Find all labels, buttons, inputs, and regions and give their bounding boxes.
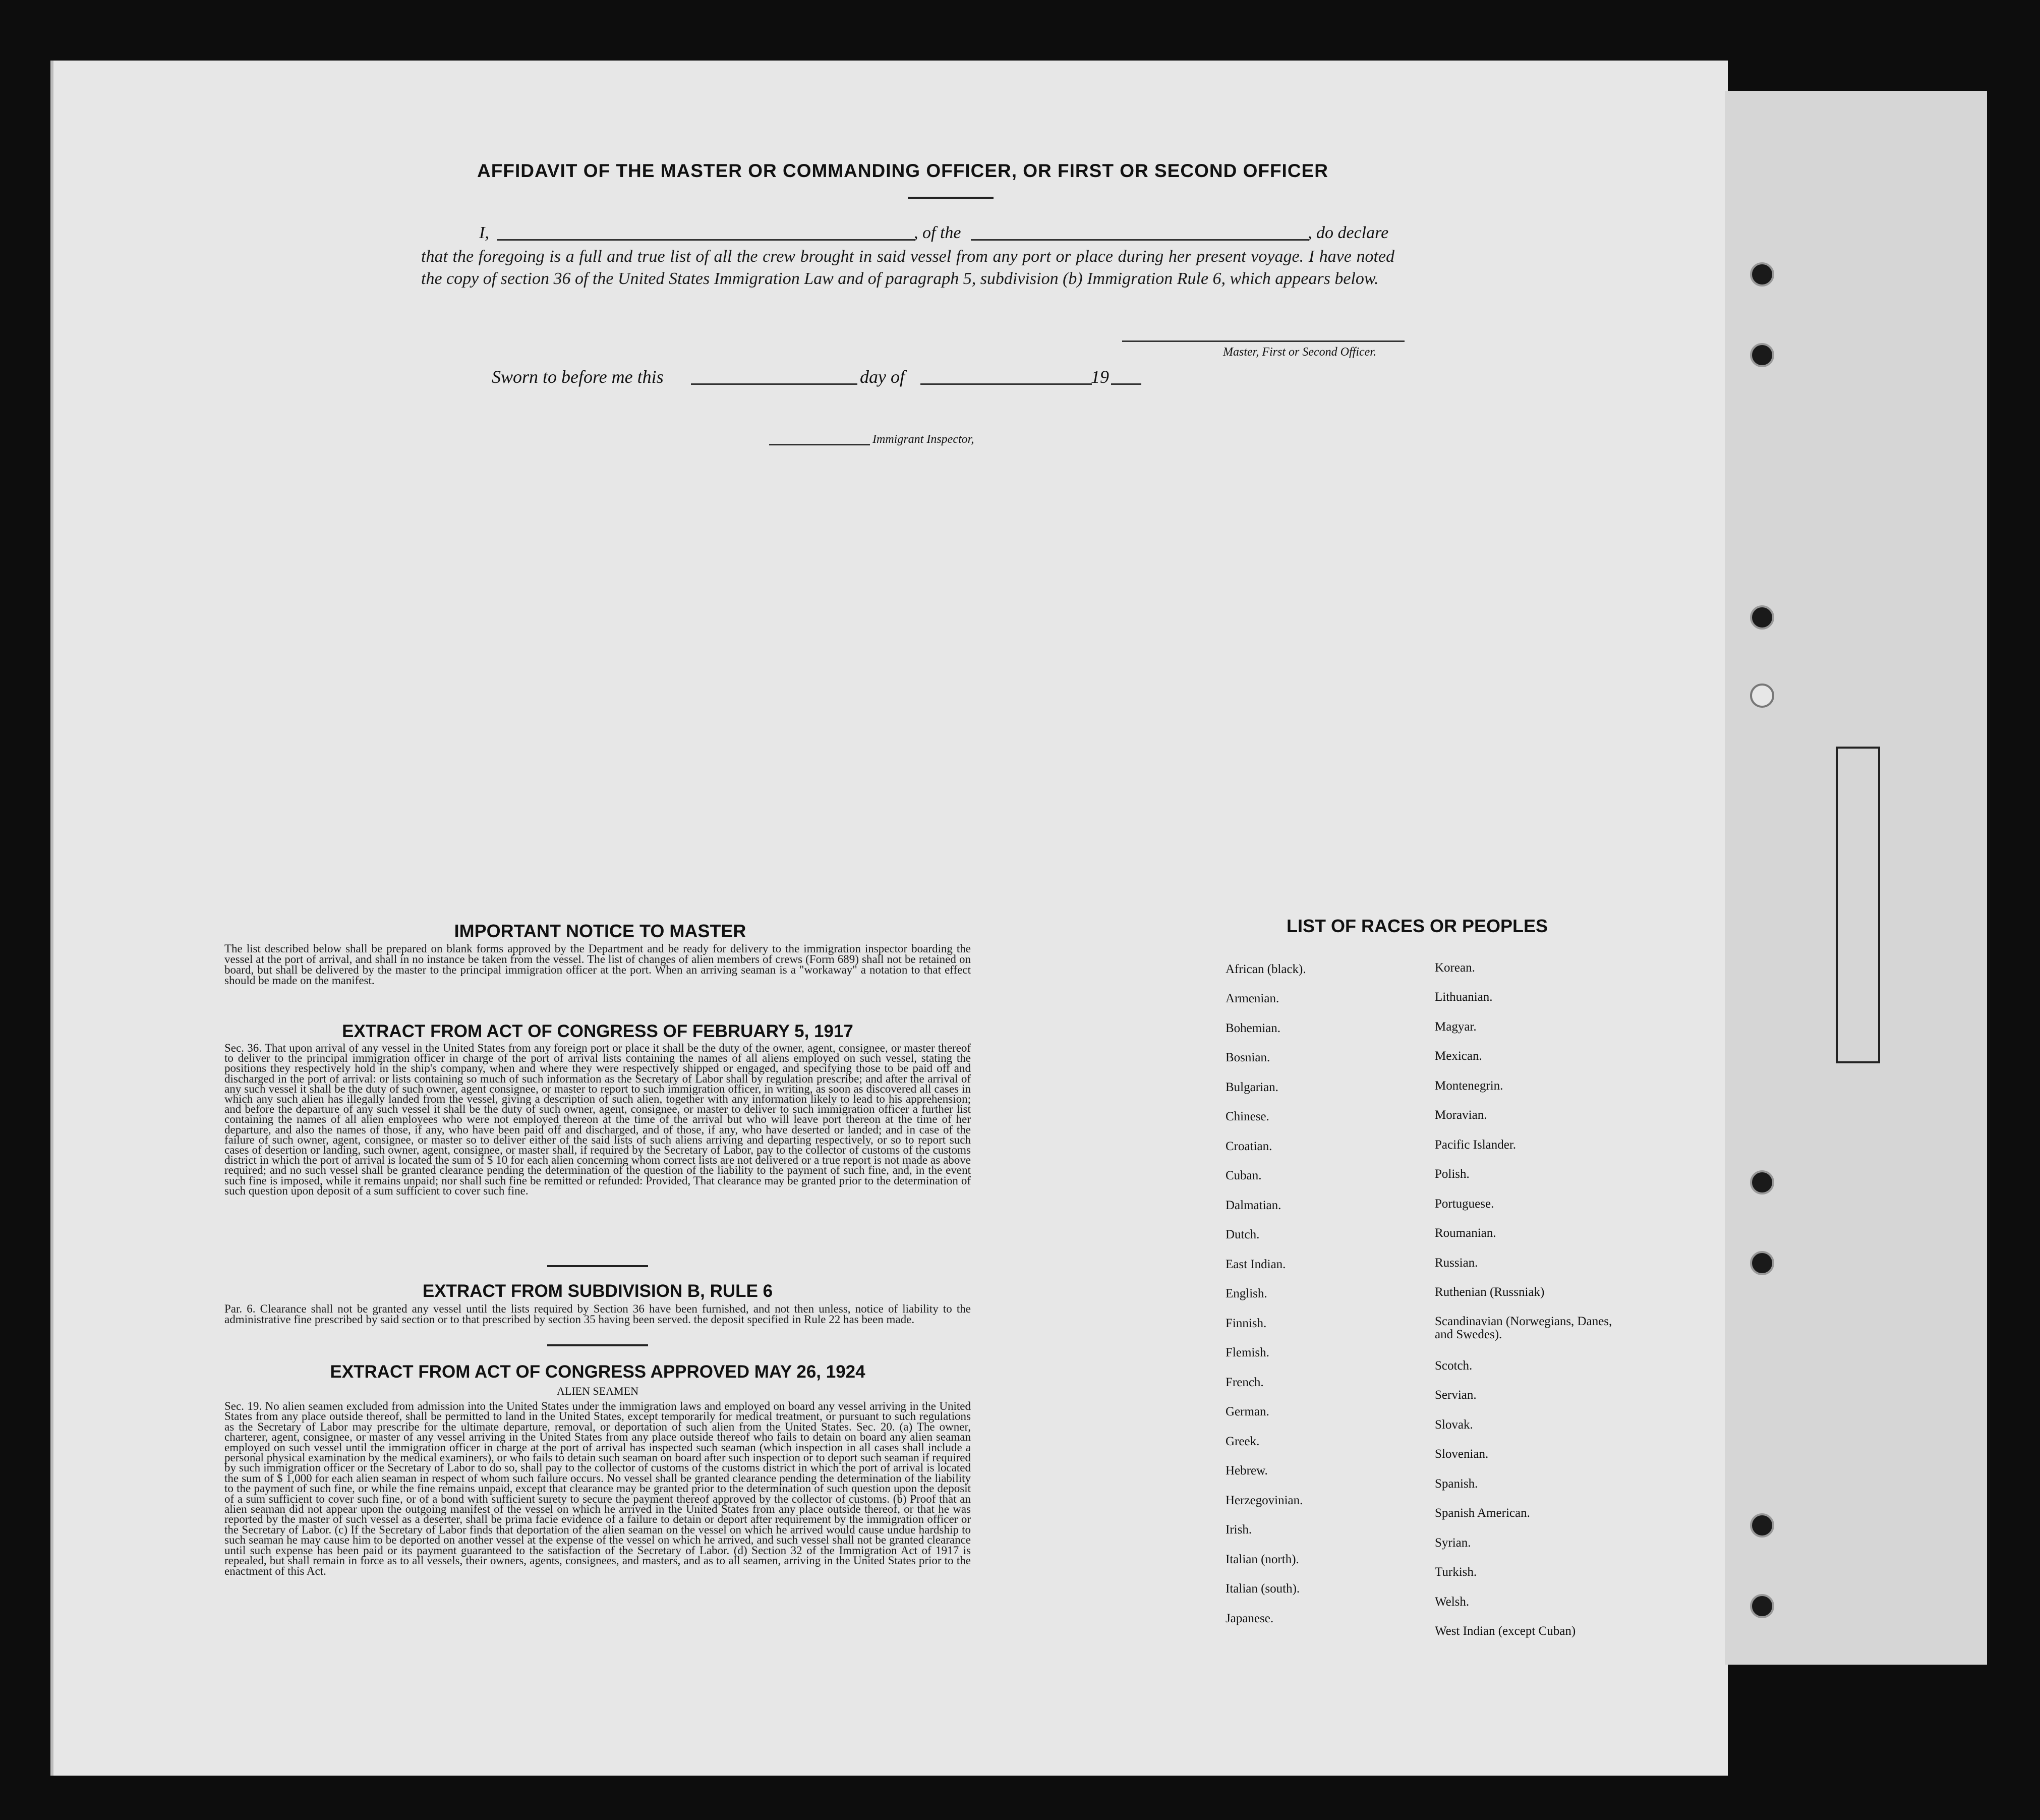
race-item: Magyar. — [1435, 1020, 1477, 1034]
race-item: Lithuanian. — [1435, 990, 1493, 1004]
race-item: Croatian. — [1226, 1140, 1272, 1153]
affidavit-declaration: that the foregoing is a full and true list of all the crew brought in said vessel from any port or place during her present voyage. I have noted the copy of section 36 of the United States Immigration Law and of paragraph 5, subdivision (b) Immigration Rule 6, which appears below. — [421, 247, 1394, 288]
sworn-day-line[interactable] — [691, 383, 857, 385]
extract-1924-title: EXTRACT FROM ACT OF CONGRESS APPROVED MAY 26, 1924 — [330, 1362, 865, 1382]
ring-binder-hole — [1750, 1251, 1774, 1275]
race-item: Syrian. — [1435, 1536, 1471, 1550]
race-item: Slovak. — [1435, 1418, 1473, 1432]
sworn-year-line[interactable] — [1111, 383, 1141, 385]
race-item: West Indian (except Cuban) — [1435, 1624, 1576, 1638]
race-item: Italian (north). — [1226, 1553, 1299, 1566]
race-item: East Indian. — [1226, 1258, 1286, 1271]
race-item: Russian. — [1435, 1256, 1478, 1270]
races-title: LIST OF RACES OR PEOPLES — [1286, 916, 1548, 936]
extract-1924-subtitle: ALIEN SEAMEN — [557, 1385, 638, 1397]
race-item: Turkish. — [1435, 1565, 1477, 1579]
race-item: Korean. — [1435, 961, 1475, 975]
race-item: Slovenian. — [1435, 1447, 1489, 1461]
do-declare-label: , do declare — [1308, 223, 1389, 242]
race-item: Chinese. — [1226, 1110, 1269, 1123]
race-item: Flemish. — [1226, 1346, 1269, 1359]
race-item: Greek. — [1226, 1435, 1260, 1448]
extract-1924-text: Sec. 19. No alien seamen excluded from admission into the United States under the immigration laws and employed on board any vessel arriving in the United States from any place outside thereof, shall be permitted to land in the United States, except temporarily for medical treatment, or pursuant to such regulations as the Secretary of Labor may prescribe for the ultimate departure, removal, or deportation of such alien from the United States. Sec. 20. (a) The owner, charterer, agent, consignee, or master of any vessel arriving in the United States from any place outside thereof who fails to detain on board any alien seaman employed on such vessel until the immigration officer in charge at the port of arrival has inspected such seaman (which inspection in all cases shall include a personal physical examination by the medical examiners), or who fails to detain such seaman on board after such inspection or to deport such seaman if required by such immigration officer or the Secretary of Labor to do so, shall pay to the collector of customs of the customs district in which the port of arrival is located the sum of $ 1,000 for each alien seaman in respect of whom such failure occurs. No vessel shall be granted clearance pending the determination of the liability to the payment of such fine, or while the fine remains unpaid, except that clearance may be granted prior to the determination of such question upon the deposit of a sum sufficient to cover such fine, or of a bond with sufficient surety to secure the payment thereof approved by the collector of customs. (b) Proof that an alien seaman did not appear upon the outgoing manifest of the vessel on which he arrived in the United States from any place outside thereof, or that he was reported by the master of such vessel as a deserter, shall be prima facie evidence of a failure to detain or deport after requirement by the immigration officer or the Secretary of Labor. (c) If the Secretary of Labor finds that deportation of the alien seaman on the vessel on which he arrived would cause undue hardship to such seaman he may cause him to be deported on another vessel at the expense of the vessel on which he arrived, and such vessel shall not be granted clearance until such expense has been paid or its payment guaranteed to the satisfaction of the Secretary of Labor. (d) Section 32 of the Immigration Act of 1917 is repealed, but shall remain in force as to all vessels, their owners, agents, consignees, and masters, and as to all seamen, arriving in the United States prior to the enactment of this Act. — [224, 1400, 971, 1577]
side-table-box — [1836, 747, 1880, 1063]
affidavit-title: AFFIDAVIT OF THE MASTER OR COMMANDING OFFICER, OR FIRST OR SECOND OFFICER — [477, 160, 1328, 181]
ring-binder-hole — [1750, 1594, 1774, 1618]
inspector-label: Immigrant Inspector, — [872, 433, 974, 446]
sworn-month-line[interactable] — [920, 383, 1092, 385]
notice-title: IMPORTANT NOTICE TO MASTER — [454, 921, 746, 941]
ring-binder-hole — [1750, 262, 1774, 287]
race-item: Spanish. — [1435, 1477, 1478, 1491]
year-prefix-label: 19 — [1091, 367, 1109, 387]
race-item: Welsh. — [1435, 1595, 1470, 1609]
race-item: Servian. — [1435, 1388, 1477, 1402]
ring-binder-hole — [1750, 605, 1774, 630]
vessel-name-line[interactable] — [971, 239, 1309, 241]
race-item: Portuguese. — [1435, 1197, 1494, 1211]
race-item: Italian (south). — [1226, 1582, 1300, 1596]
race-item: Japanese. — [1226, 1612, 1274, 1625]
notice-text: The list described below shall be prepared on blank forms approved by the Department and be ready for delivery to the immigration inspector boarding the vessel at the port of arrival, and shall in no instance be taken from the vessel. The list of changes of alien members of crews (Form 689) shall not be retained on board, but shall be delivered by the master to the principal immigration officer at the port. When an arriving seaman is a "workaway" a notation to that effect should be made on the manifest. — [224, 942, 971, 987]
race-item: Bulgarian. — [1226, 1080, 1278, 1094]
master-signature-line[interactable] — [1122, 340, 1405, 342]
section-rule — [547, 1265, 648, 1267]
extract-rule6-text: Par. 6. Clearance shall not be granted any vessel until the lists required by Section 36 have been furnished, and not then unless, notice of liability to the administrative fine prescribed by said section or to that prescribed by section 35 having been served. the deposit specified in Rule 22 has been made. — [224, 1302, 971, 1326]
race-item: English. — [1226, 1287, 1267, 1300]
race-item: German. — [1226, 1405, 1269, 1418]
extract-1917-title: EXTRACT FROM ACT OF CONGRESS OF FEBRUARY 5, 1917 — [342, 1021, 853, 1041]
affidavit-title-rule — [908, 197, 994, 199]
race-item: Cuban. — [1226, 1169, 1262, 1182]
master-name-line[interactable] — [497, 239, 915, 241]
race-item: Bosnian. — [1226, 1051, 1270, 1064]
race-item: Dutch. — [1226, 1228, 1260, 1241]
race-item: Spanish American. — [1435, 1506, 1530, 1520]
ring-binder-hole — [1750, 343, 1774, 367]
race-item: Moravian. — [1435, 1108, 1487, 1122]
race-item: Herzegovinian. — [1226, 1494, 1303, 1507]
race-item: Mexican. — [1435, 1049, 1482, 1063]
race-item: African (black). — [1226, 962, 1306, 976]
ring-binder-hole — [1750, 684, 1774, 708]
race-item: Irish. — [1226, 1523, 1252, 1537]
day-of-label: day of — [860, 367, 905, 387]
race-item: Armenian. — [1226, 992, 1279, 1005]
race-item: Polish. — [1435, 1167, 1470, 1181]
section-rule — [547, 1344, 648, 1346]
race-item: Scandinavian (Norwegians, Danes, and Swedes). — [1435, 1315, 1612, 1341]
race-item: Bohemian. — [1226, 1021, 1281, 1035]
race-item: Roumanian. — [1435, 1226, 1496, 1240]
inspector-signature-line[interactable] — [769, 444, 870, 445]
extract-rule6-title: EXTRACT FROM SUBDIVISION B, RULE 6 — [422, 1281, 773, 1301]
of-the-label: , of the — [914, 223, 961, 242]
race-item: French. — [1226, 1376, 1264, 1389]
ring-binder-hole — [1750, 1513, 1774, 1538]
race-item: Scotch. — [1435, 1359, 1473, 1373]
race-item: Finnish. — [1226, 1317, 1267, 1330]
sworn-label: Sworn to before me this — [492, 367, 664, 387]
affidavit-i-label: I, — [479, 223, 489, 242]
race-item: Dalmatian. — [1226, 1199, 1281, 1212]
race-item: Montenegrin. — [1435, 1079, 1503, 1093]
ring-binder-hole — [1750, 1170, 1774, 1195]
race-item: Ruthenian (Russniak) — [1435, 1285, 1545, 1299]
extract-1917-text: Sec. 36. That upon arrival of any vessel in the United States from any foreign port or place it shall be the duty of the owner, agent, consignee, or master thereof to deliver to the principal immigration officer in charge of the port of arrival lists containing the names of all aliens employed on such vessel, stating the positions they respectively hold in the ship's company, when and where they were respectively shipped or engaged, and specifying those to be paid off and discharged in the port of arrival: or lists containing so much of such information as the Secretary of Labor shall by regulation prescribe; and after the arrival of any such vessel it shall be the duty of such owner, agent consignee, or master to report to such immigration officer, in writing, as soon as discovered all cases in which any such alien has illegally landed from the vessel, giving a description of such alien, together with any information likely to lead to his apprehension; and before the departure of any such vessel it shall be the duty of such owner, agent, consignee, or master to deliver to such immigration officer a further list containing the names of all alien employees who were not employed thereon at the time of the arrival but who will leave port thereon at the time of her departure, and also the names of those, if any, who have been paid off and discharged, and of those, if any, who have deserted or landed; and in case of the failure of such owner, agent, consignee, or master so to deliver either of the said lists of such aliens arriving and departing respectively, or so to report such cases of desertion or landing, such owner, agent, consignee, or master shall, if required by the Secretary of Labor, pay to the collector of customs of the customs district in which the port of arrival is located the sum of $ 10 for each alien concerning whom correct lists are not delivered or a true report is not made as above required; and no such vessel shall be granted clearance pending the determination of the question of the liability to the payment of such fine, and, in the event such fine is imposed, while it remains unpaid; nor shall such fine be remitted or refunded: Provided, That clearance may be granted prior to the determination of such question upon deposit of a sum sufficient to cover such fine. — [224, 1042, 971, 1197]
master-signature-label: Master, First or Second Officer. — [1223, 346, 1376, 359]
race-item: Pacific Islander. — [1435, 1138, 1517, 1152]
race-item: Hebrew. — [1226, 1464, 1268, 1477]
